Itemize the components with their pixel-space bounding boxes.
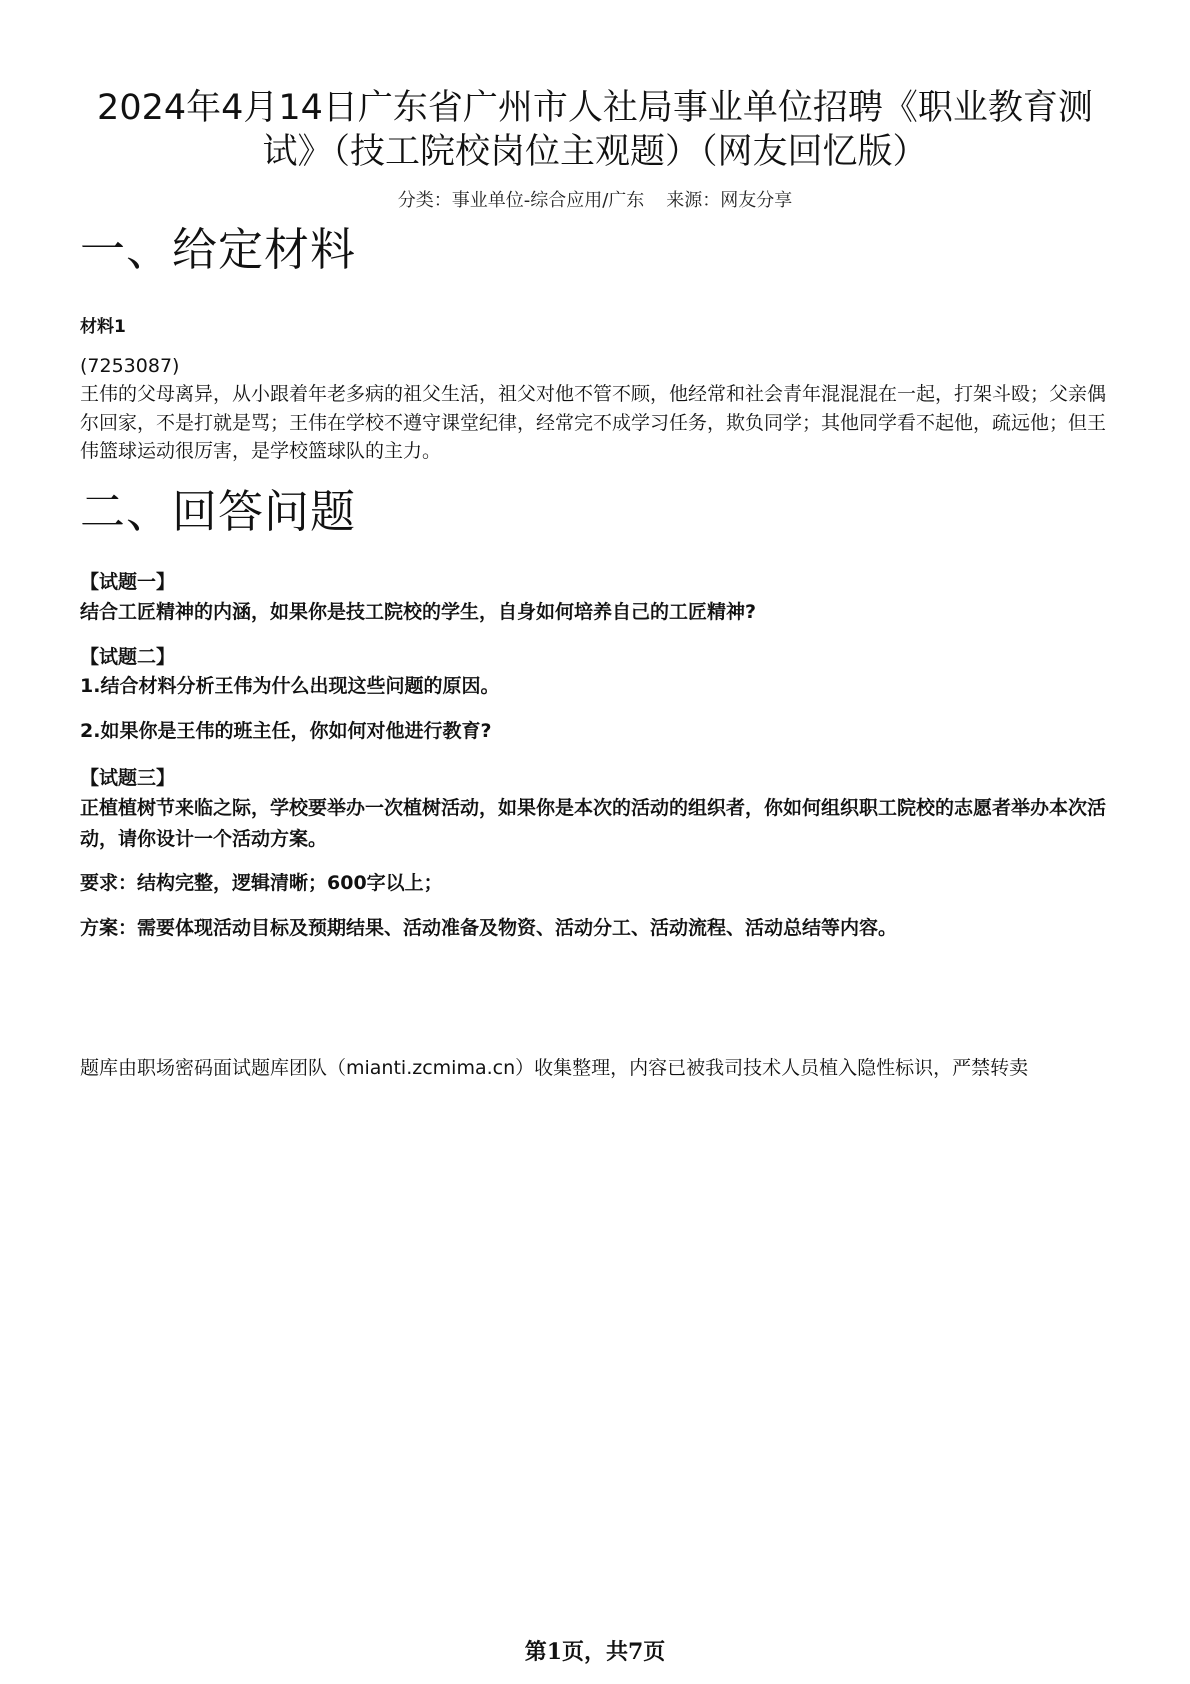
material-text: 王伟的父母离异，从小跟着年老多病的祖父生活，祖父对他不管不顾，他经常和社会青年混混混在一起，打架斗殴；父亲偶尔回家，不是打就是骂；王伟在学校不遵守课堂纪律，经常完不成学习任务，欺负同学；其他同学看不起他，疏远他；但王伟篮球运动很厉害，是学校篮球队的主力。 — [80, 383, 1107, 462]
document-title — [60, 86, 1130, 174]
document-meta — [0, 186, 1190, 212]
question-3-text: 正植植树节来临之际，学校要举办一次植树活动，如果你是本次的活动的组织者，你如何组织职工院校的志愿者举办本次活动，请你设计一个活动方案。 — [80, 797, 1107, 850]
title-line-1: 2024年4月14日广东省广州市人社局事业单位招聘《职业教育测 — [97, 88, 1093, 128]
question-3-plan: 方案：需要体现活动目标及预期结果、活动准备及物资、活动分工、活动流程、活动总结等内容。 — [80, 917, 898, 939]
material-label: 材料1 — [80, 317, 126, 337]
section-heading-questions: 二、回答问题 — [80, 485, 357, 538]
question-1-label: 【试题一】 — [80, 571, 176, 593]
question-1-text: 结合工匠精神的内涵，如果你是技工院校的学生，自身如何培养自己的工匠精神? — [80, 601, 757, 623]
material-id: (7253087) — [80, 355, 180, 377]
section-materials — [80, 222, 1115, 278]
section-heading-materials: 一、给定材料 — [80, 223, 357, 276]
question-3-requirement: 要求：结构完整，逻辑清晰；600字以上； — [80, 872, 443, 894]
source-label: 来源：网友分享 — [666, 190, 793, 211]
title-line-2: 试》（技工院校岗位主观题）（网友回忆版） — [262, 132, 928, 172]
question-2-label: 【试题二】 — [80, 646, 176, 668]
copyright-note: 题库由职场密码面试题库团队（mianti.zcmima.cn）收集整理，内容已被我司技术人员植入隐性标识，严禁转卖 — [80, 1057, 1029, 1079]
question-3-label: 【试题三】 — [80, 767, 176, 789]
section-questions — [80, 484, 1115, 540]
question-2-item-1: 1.结合材料分析王伟为什么出现这些问题的原因。 — [80, 675, 500, 697]
page-number: 第1页，共7页 — [524, 1639, 666, 1665]
question-2-item-2: 2.如果你是王伟的班主任，你如何对他进行教育? — [80, 720, 492, 742]
category-label: 分类：事业单位-综合应用/广东 — [397, 190, 645, 211]
